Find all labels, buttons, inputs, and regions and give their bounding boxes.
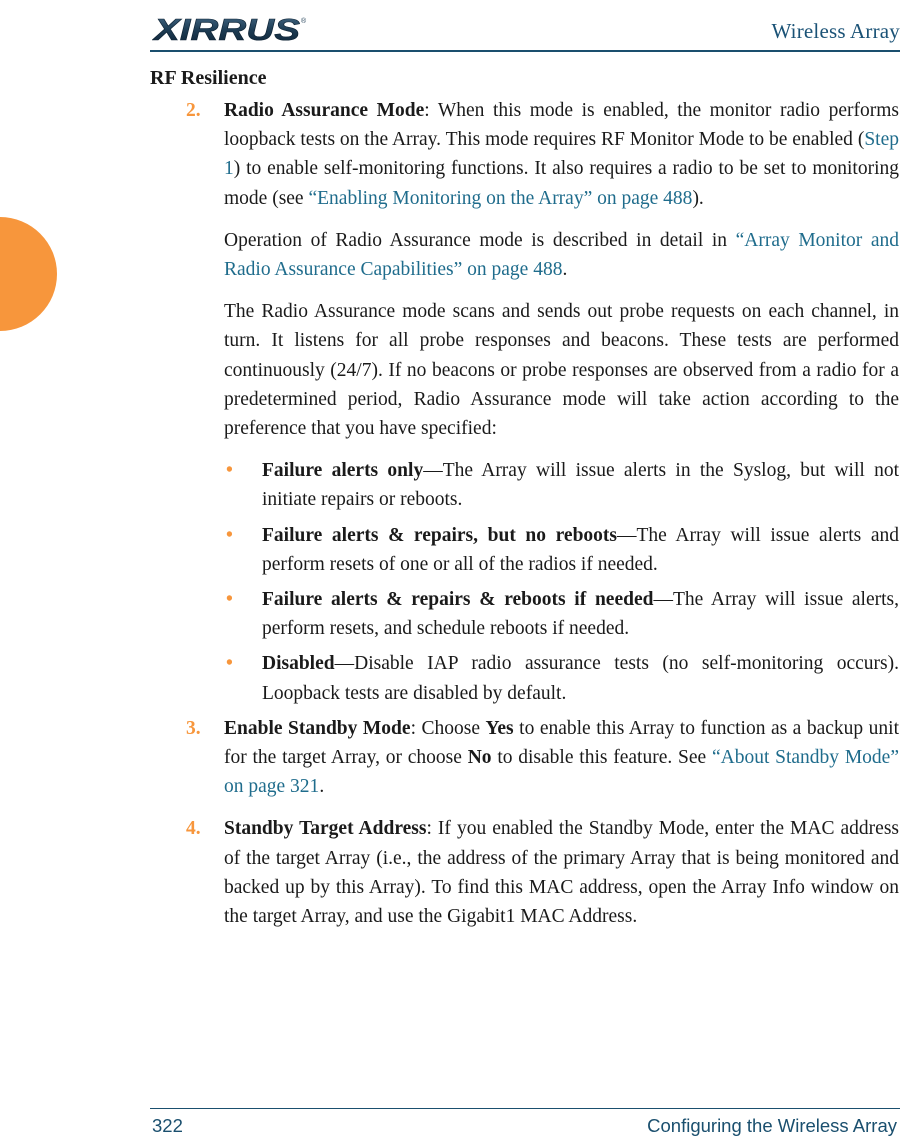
step-number: 3.: [186, 717, 201, 739]
bullet-label: Failure alerts only: [262, 460, 424, 482]
bullet-icon: •: [226, 653, 233, 675]
bullet-icon: •: [226, 524, 233, 546]
bullet-disabled: [186, 649, 899, 707]
step-enable-standby-mode: [186, 714, 899, 802]
page-number: 322: [152, 1115, 183, 1136]
bullet-failure-alerts-repairs: [186, 521, 899, 579]
step-text: .: [319, 776, 325, 798]
option-yes: Yes: [485, 717, 514, 739]
link-step-1[interactable]: Step 1: [224, 129, 899, 180]
bullet-failure-alerts-repairs-reboots: [186, 585, 899, 643]
chapter-tab-marker: [0, 217, 57, 331]
step-label: Standby Target Address: [224, 818, 427, 840]
paragraph-text: .: [562, 259, 568, 281]
step-label: Radio Assurance Mode: [224, 100, 425, 121]
step-label: Enable Standby Mode: [224, 717, 411, 739]
paragraph-text: Operation of Radio Assurance mode is described in detail in: [224, 229, 736, 251]
page-footer: [150, 1108, 900, 1138]
svg-text:®: ®: [301, 18, 307, 25]
step-text: to disable this feature. See: [491, 747, 712, 769]
svg-text:XIRRUS: XIRRUS: [152, 12, 301, 45]
xirrus-logo: [152, 11, 312, 45]
step-number: 4.: [186, 818, 201, 840]
paragraph-operation: [186, 226, 899, 284]
bullet-text: —The Array will issue alerts in the Syslog, but will not initiate repairs or reboots.: [262, 460, 899, 511]
header-title: Wireless Array: [771, 19, 900, 43]
bullet-text: —Disable IAP radio assurance tests (no self-monitoring occurs). Loopback tests are disabled by default.: [262, 653, 899, 704]
step-text: : Choose: [410, 717, 486, 739]
link-about-standby-mode[interactable]: “About Standby Mode” on page 321: [224, 747, 899, 798]
link-array-monitor[interactable]: “Array Monitor and Radio Assurance Capabilities” on page 488: [224, 229, 899, 281]
bullet-text: —The Array will issue alerts, perform resets, and schedule reboots if needed.: [262, 589, 900, 640]
link-enabling-monitoring[interactable]: “Enabling Monitoring on the Array” on page 488: [308, 187, 693, 209]
bullet-failure-alerts-only: [186, 456, 899, 514]
step-text: ) to enable self-monitoring functions. It also requires a radio to be set to monitoring mode (see: [224, 158, 899, 209]
step-standby-target-address: [186, 814, 899, 931]
section-title: RF Resilience: [150, 67, 267, 89]
option-no: No: [467, 747, 492, 769]
step-text: ).: [692, 187, 704, 209]
paragraph-scan-description: The Radio Assurance mode scans and sends out probe requests on each channel, in turn. It listens for all probe responses and beacons. These tests are performed continuously (24/7). If no beacons or probe responses are observed from a radio for a predetermined period, Radio Assurance mode will take action according to the preference that you have specified:: [224, 301, 899, 440]
bullet-icon: •: [226, 460, 233, 482]
bullet-text: —The Array will issue alerts and perform resets of one or all of the radios if needed.: [262, 524, 899, 575]
step-radio-assurance-mode: [186, 96, 899, 213]
step-text: : When this mode is enabled, the monitor radio performs loopback tests on the Array. This mode requires RF Monitor Mode to be enabled (: [224, 100, 900, 151]
footer-title: Configuring the Wireless Array: [647, 1115, 897, 1136]
main-content: [186, 96, 899, 931]
step-number: 2.: [186, 100, 201, 121]
bullet-label: Failure alerts & repairs, but no reboots: [262, 524, 618, 546]
page-header: [150, 8, 900, 52]
step-text: : If you enabled the Standby Mode, enter the MAC address of the target Array (i.e., the address of the primary Array that is being monitored and backed up by this Array). To find this MAC address, open the Array Info window on the target Array, and use the Gigabit1 MAC Address.: [224, 818, 899, 928]
bullet-label: Failure alerts & repairs & reboots if needed: [262, 589, 654, 611]
bullet-label: Disabled: [262, 653, 335, 675]
bullet-icon: •: [226, 589, 233, 611]
step-text: to enable this Array to function as a backup unit for the target Array, or choose: [224, 717, 899, 769]
